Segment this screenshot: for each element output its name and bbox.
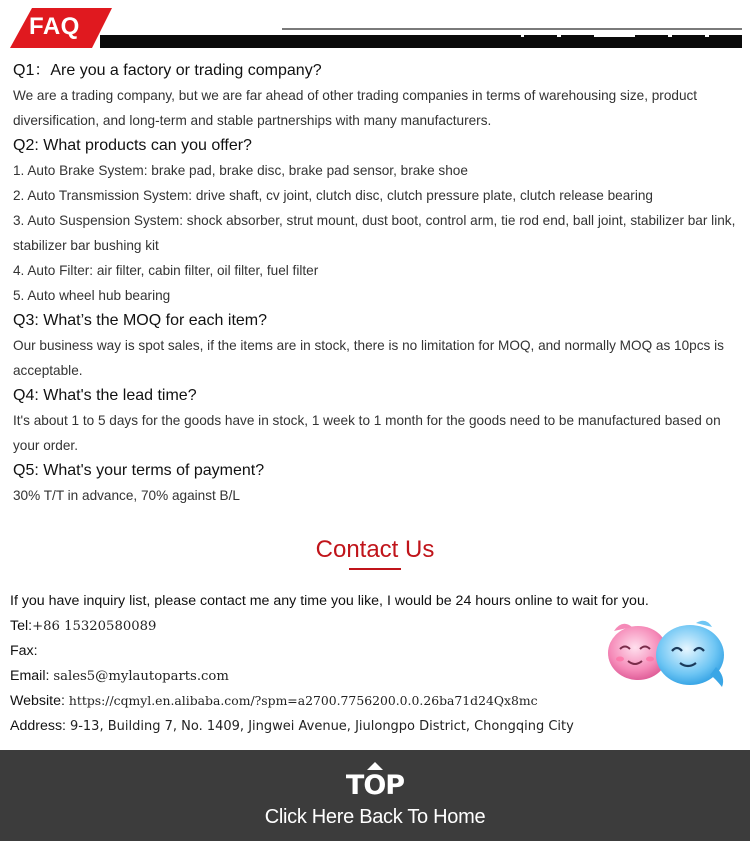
contact-intro: If you have inquiry list, please contact me any time you like, I would be 24 hours online to wait for you. [10, 593, 649, 609]
faq-answer: 30% T/T in advance, 70% against B/L [13, 488, 240, 503]
faq-answer: 4. Auto Filter: air filter, cabin filter, oil filter, fuel filter [13, 263, 319, 278]
email-label: Email: [10, 667, 50, 684]
header-bar-notch [668, 35, 672, 37]
faq-answer: Our business way is spot sales, if the items are in stock, there is no limitation for MOQ, and normally MOQ as 10pcs is acceptable. [13, 338, 724, 378]
contact-address-row [10, 714, 730, 740]
contact-title: Contact Us [315, 536, 435, 563]
contact-title-underline [349, 568, 401, 570]
top-label[interactable]: TOP [345, 770, 405, 801]
faq-header [0, 0, 750, 52]
faq-question: Q3: What’s the MOQ for each item? [13, 312, 268, 329]
faq-tab-label: FAQ [29, 13, 80, 40]
header-black-bar [100, 35, 742, 48]
back-to-home-link[interactable]: Click Here Back To Home [264, 806, 486, 828]
address-value: 9-13, Building 7, No. 1409, Jingwei Avenue, Jiulongpo District, Chongqing City [69, 718, 574, 734]
header-bar-notch [557, 35, 561, 37]
faq-answer: 5. Auto wheel hub bearing [13, 288, 171, 303]
faq-answer: 3. Auto Suspension System: shock absorber, strut mount, dust boot, control arm, tie rod end, ball joint, stabilizer bar link, stabilizer bar bushing kit [13, 213, 736, 253]
header-bar-notch [521, 35, 524, 37]
tel-label: Tel: [10, 617, 33, 634]
header-bar-notch [705, 35, 709, 37]
faq-list [13, 58, 741, 508]
faq-question: Q5: What's your terms of payment? [13, 462, 265, 479]
faq-answer: 2. Auto Transmission System: drive shaft, cv joint, clutch disc, clutch pressure plate, clutch release bearing [13, 188, 653, 203]
faq-answer: We are a trading company, but we are far ahead of other trading companies in terms of warehousing size, product diversification, and long-term and stable partnerships with many manufacturers. [13, 88, 698, 128]
faq-item [13, 133, 741, 308]
address-label: Address: [10, 717, 66, 734]
faq-item [13, 308, 741, 383]
faq-question: Q2: What products can you offer? [13, 137, 252, 154]
up-arrow-icon [367, 762, 383, 770]
header-bar-notch [594, 35, 635, 37]
faq-item [13, 383, 741, 458]
footer-back-to-top[interactable] [0, 750, 750, 841]
faq-question: Q4: What's the lead time? [13, 387, 197, 404]
faq-answer: 1. Auto Brake System: brake pad, brake disc, brake pad sensor, brake shoe [13, 163, 468, 178]
website-label: Website: [10, 693, 65, 709]
smiley-faces-icon [606, 615, 730, 695]
email-value[interactable]: sales5@mylautoparts.com [53, 668, 229, 684]
fax-label: Fax: [10, 643, 38, 659]
tel-value[interactable]: +86 15320580089 [32, 618, 157, 634]
faq-answer: It's about 1 to 5 days for the goods have in stock, 1 week to 1 month for the goods need to be manufactured based on your order. [13, 413, 721, 453]
faq-question: Q1：Are you a factory or trading company? [13, 62, 322, 79]
faq-item [13, 458, 741, 508]
header-divider-line [282, 28, 742, 30]
faq-item [13, 58, 741, 133]
website-link[interactable]: https://cqmyl.en.alibaba.com/?spm=a2700.7756200.0.0.26ba71d24Qx8mc [68, 693, 538, 708]
